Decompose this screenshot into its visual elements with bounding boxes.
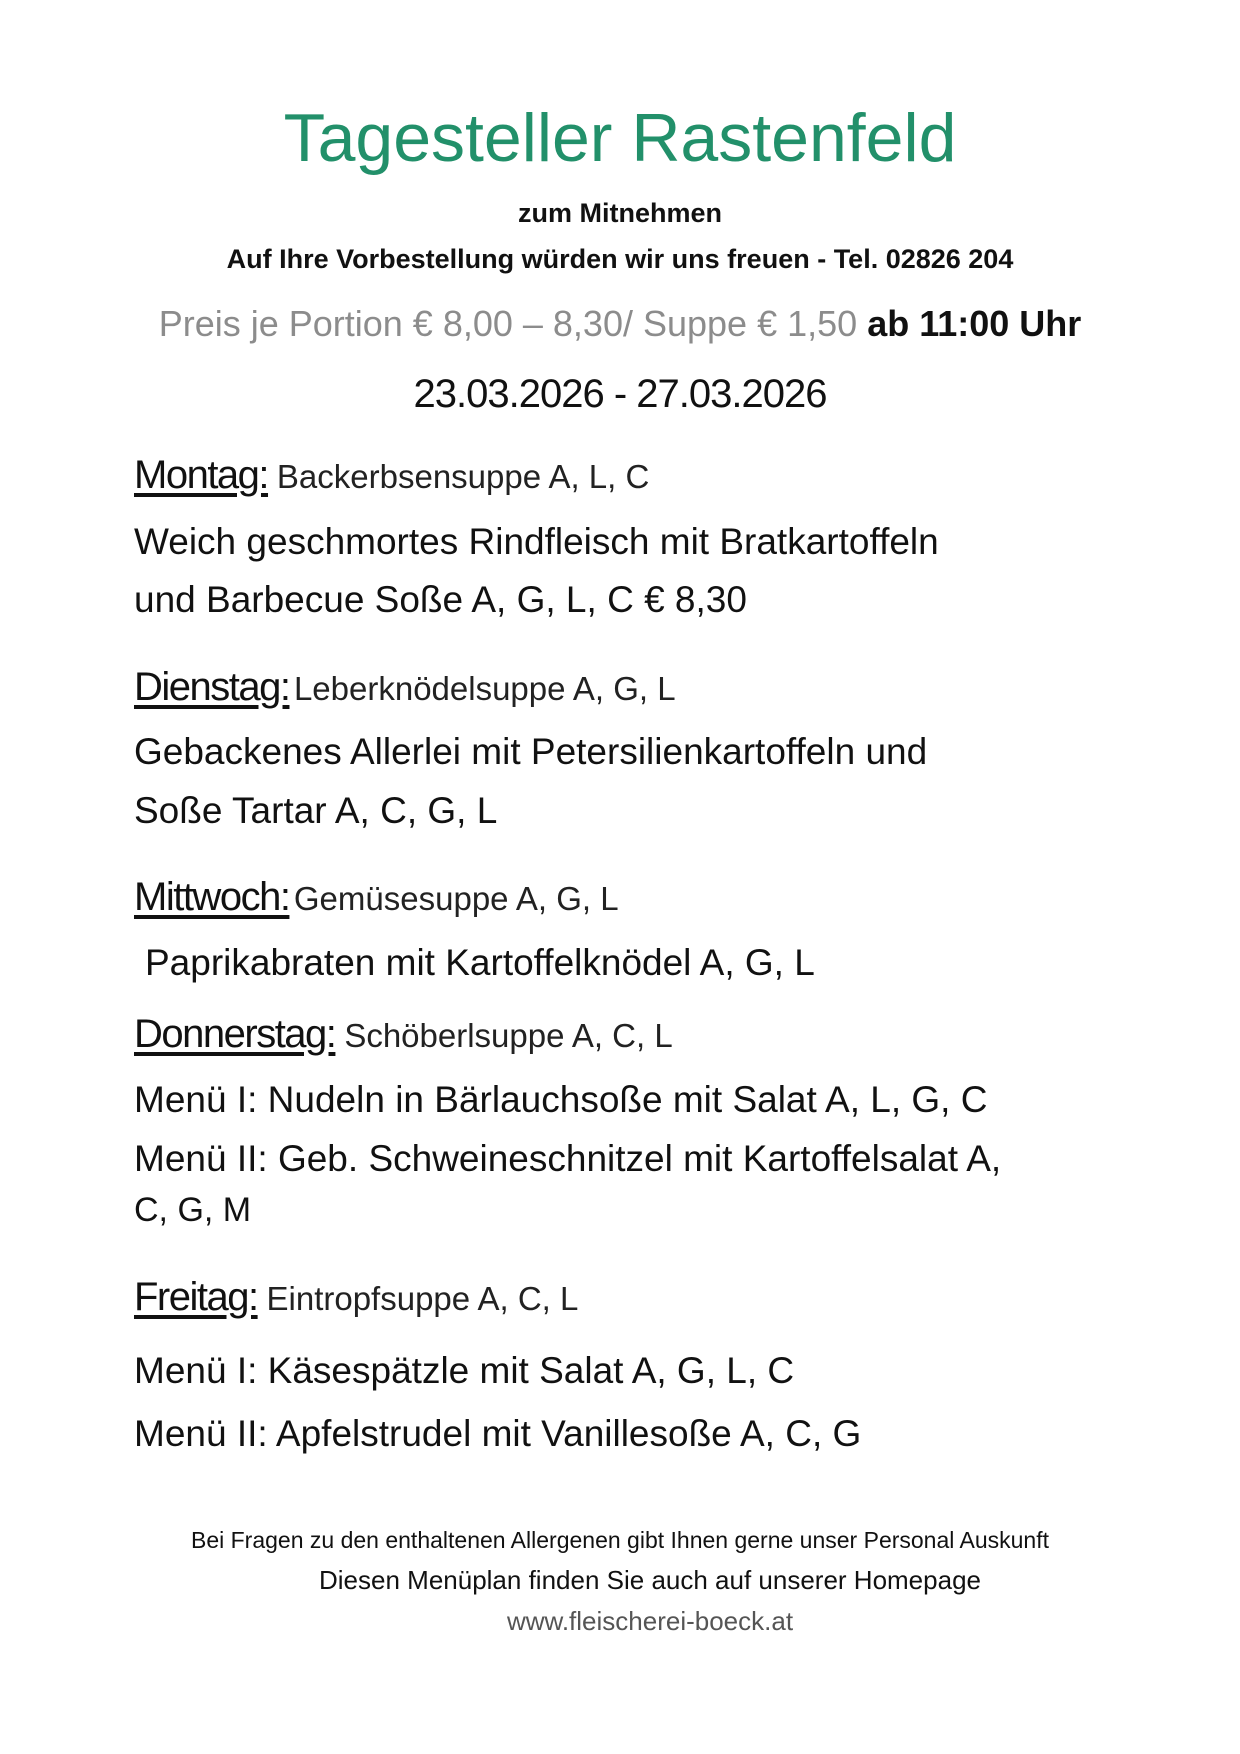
soup: Gemüsesuppe A, G, L [293,880,619,917]
soup: Schöberlsuppe A, C, L [344,1017,673,1054]
homepage-link[interactable]: www.fleischerei-boeck.at [506,1606,794,1636]
dish-line: Gebackenes Allerlei mit Petersilienkartoffeln und [134,731,928,772]
dish-line: Paprikabraten mit Kartoffelknödel A, G, L [145,942,815,983]
soup: Backerbsensuppe A, L, C [276,458,650,495]
day-label: Donnerstag: [134,1012,336,1056]
day-monday [134,455,649,495]
day-thursday [134,1014,673,1054]
preorder-note: Auf Ihre Vorbestellung würden wir uns freuen - Tel. 02826 204 [226,244,1014,274]
day-label: Freitag: [134,1275,258,1319]
dish-line: Menü II: Apfelstrudel mit Vanillesoße A, C, G [134,1413,862,1454]
dish-line: Soße Tartar A, C, G, L [134,790,498,831]
day-label: Mittwoch: [134,875,290,919]
dish-line: Menü I: Käsespätzle mit Salat A, G, L, C [134,1350,795,1391]
homepage-note: Diesen Menüplan finden Sie auch auf unserer Homepage [319,1565,981,1595]
dish-line: und Barbecue Soße A, G, L, C € 8,30 [134,579,747,620]
day-wednesday [134,877,619,917]
soup: Leberknödelsuppe A, G, L [293,670,676,707]
allergen-note: Bei Fragen zu den enthaltenen Allergenen gibt Ihnen gerne unser Personal Auskunft [191,1527,1049,1553]
page-title: Tagesteller Rastenfeld [283,100,957,176]
day-tuesday [134,667,676,707]
price-text: Preis je Portion € 8,00 – 8,30/ Suppe € 1,50 [158,303,858,344]
day-label: Dienstag: [134,665,290,709]
opening-time: ab 11:00 Uhr [867,303,1082,344]
dish-line: Menü I: Nudeln in Bärlauchsoße mit Salat A, L, G, C [134,1079,988,1120]
day-friday [134,1277,578,1317]
price-line [0,303,1240,344]
subtitle: zum Mitnehmen [517,198,722,228]
dish-line: Menü II: Geb. Schweineschnitzel mit Kartoffelsalat A, [134,1138,1002,1179]
dish-line: C, G, M [134,1191,252,1229]
date-range: 23.03.2026 - 27.03.2026 [413,372,827,416]
soup: Eintropfsuppe A, C, L [266,1280,579,1317]
dish-line: Weich geschmortes Rindfleisch mit Bratkartoffeln [134,521,939,562]
day-label: Montag: [134,453,269,497]
